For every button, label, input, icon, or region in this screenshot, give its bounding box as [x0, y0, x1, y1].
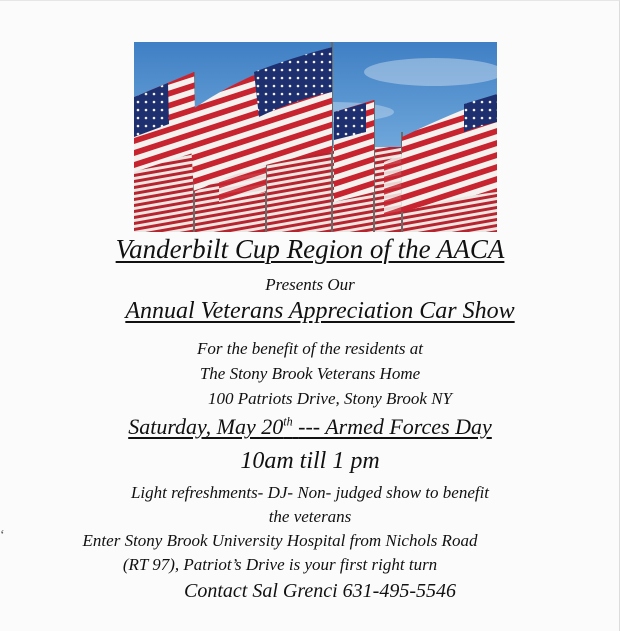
date-occasion: --- Armed Forces Day: [298, 414, 492, 439]
date-suffix: th: [283, 414, 293, 429]
date-day: Saturday, May 20: [128, 414, 284, 439]
directions-line-1: Enter Stony Brook University Hospital from Nichols Road: [82, 531, 478, 550]
address-line: 100 Patriots Drive, Stony Brook NY: [208, 389, 452, 408]
contact-line: Contact Sal Grenci 631-495-5546: [183, 580, 456, 602]
directions-line-2: (RT 97), Patriot’s Drive is your first right turn: [122, 555, 438, 574]
details-line-2: the veterans: [268, 507, 352, 526]
presents-line: Presents Our: [265, 275, 355, 294]
event-date: [0, 414, 620, 440]
benefit-line-1: For the benefit of the residents at: [197, 339, 423, 358]
org-title: Vanderbilt Cup Region of the AACA: [115, 234, 505, 264]
details-line-1: Light refreshments- DJ- Non- judged show to benefit: [130, 483, 490, 502]
benefit-line-2: The Stony Brook Veterans Home: [199, 364, 421, 383]
scan-mark: ʻ: [0, 528, 5, 543]
american-flags-photo: [134, 42, 497, 232]
event-title: Annual Veterans Appreciation Car Show: [125, 298, 515, 324]
event-time: 10am till 1 pm: [240, 448, 380, 474]
